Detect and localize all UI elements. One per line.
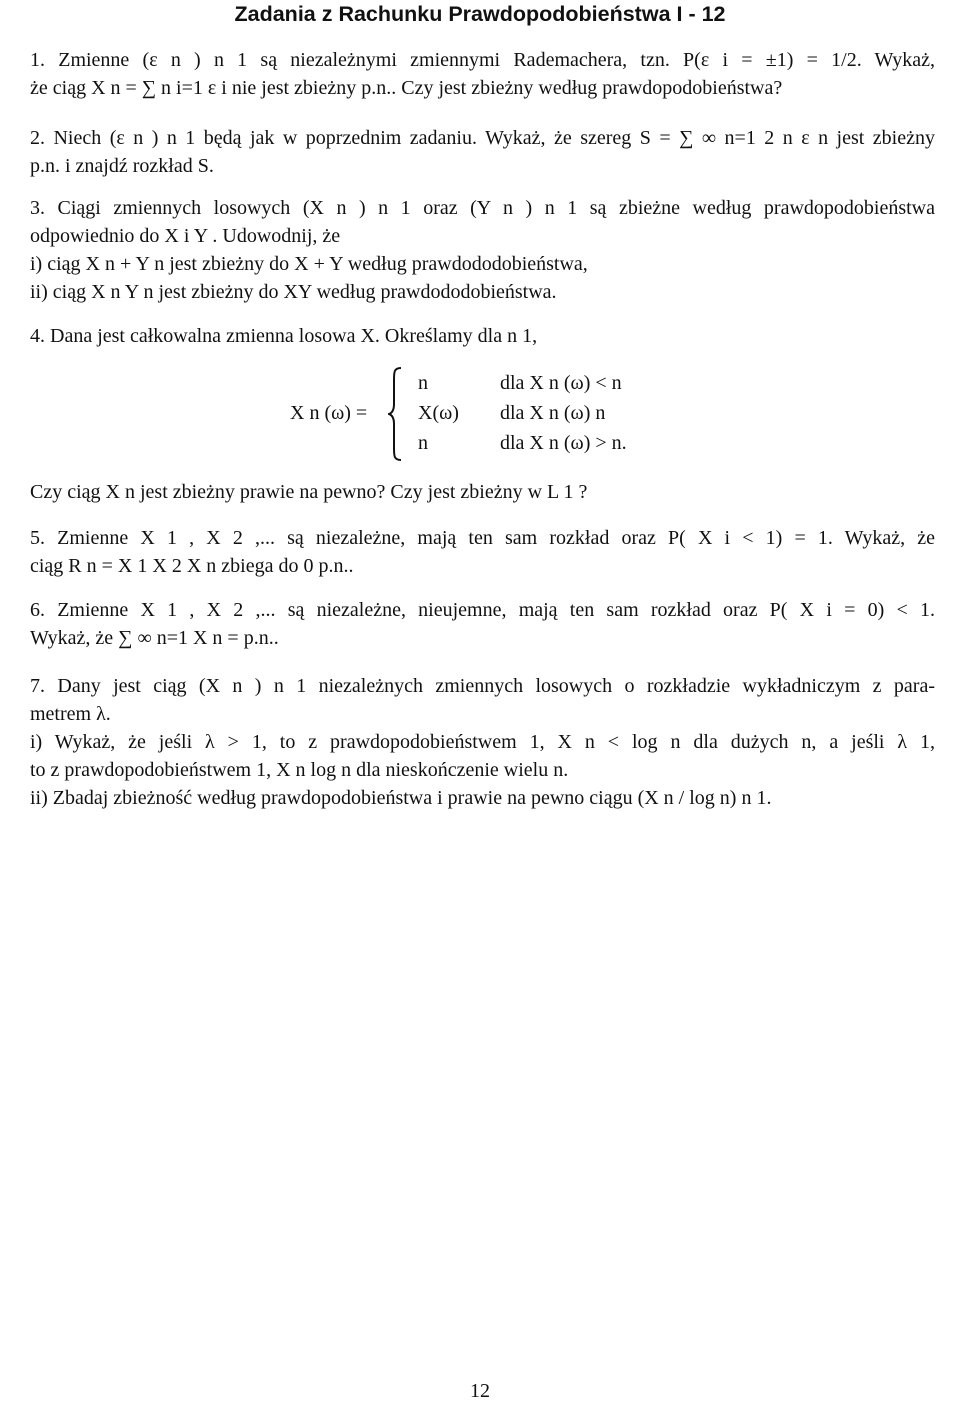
text-line: ii) Zbadaj zbieżność według prawdopodobieństwa i prawie na pewno ciągu (X n / log n) n 1.	[30, 787, 772, 809]
text-line: Czy ciąg X n jest zbieżny prawie na pewno? Czy jest zbieżny w L 1 ?	[30, 481, 588, 503]
text-line: Wykaż, że ∑ ∞ n=1 X n = p.n..	[30, 627, 279, 649]
page-number: 12	[470, 1380, 490, 1402]
text-line: 3. Ciągi zmiennych losowych (X n ) n 1 oraz (Y n ) n 1 są zbieżne według prawdopodobieństwa	[30, 197, 935, 219]
case-value: n	[418, 372, 428, 394]
case-condition: dla X n (ω) > n.	[500, 432, 627, 454]
case-condition: dla X n (ω) < n	[500, 372, 622, 394]
text-line: metrem λ.	[30, 703, 111, 725]
text-line: p.n. i znajdź rozkład S.	[30, 155, 214, 177]
text-line: 4. Dana jest całkowalna zmienna losowa X. Określamy dla n 1,	[30, 325, 538, 347]
text-line: i) ciąg X n + Y n jest zbieżny do X + Y według prawdododobieństwa,	[30, 253, 588, 275]
cases-lhs: X n (ω) =	[290, 402, 368, 424]
text-line: ii) ciąg X n Y n jest zbieżny do XY według prawdododobieństwa.	[30, 281, 557, 303]
text-line: 5. Zmienne X 1 , X 2 ,... są niezależne, mają ten sam rozkład oraz P( X i < 1) = 1. Wykaż, że	[30, 527, 935, 549]
text-line: 1. Zmienne (ε n ) n 1 są niezależnymi zmiennymi Rademachera, tzn. P(ε i = ±1) = 1/2. Wykaż,	[30, 49, 935, 71]
case-condition: dla X n (ω) n	[500, 402, 606, 424]
text-line: ciąg R n = X 1 X 2 X n zbiega do 0 p.n..	[30, 555, 354, 577]
text-line: 6. Zmienne X 1 , X 2 ,... są niezależne, nieujemne, mają ten sam rozkład oraz P( X i = 0) < 1.	[30, 599, 935, 621]
piecewise-definition	[290, 368, 710, 458]
page-title: Zadania z Rachunku Prawdopodobieństwa I - 12	[234, 2, 726, 26]
case-value: X(ω)	[418, 402, 459, 424]
text-line: że ciąg X n = ∑ n i=1 ε i nie jest zbieżny p.n.. Czy jest zbieżny według prawdopodobieństwa?	[30, 77, 783, 99]
text-line: 7. Dany jest ciąg (X n ) n 1 niezależnych zmiennych losowych o rozkładzie wykładniczym z para-	[30, 675, 935, 697]
text-line: 2. Niech (ε n ) n 1 będą jak w poprzednim zadaniu. Wykaż, że szereg S = ∑ ∞ n=1 2 n ε n jest zbieżny	[30, 127, 935, 149]
case-value: n	[418, 432, 428, 454]
text-line: odpowiednio do X i Y . Udowodnij, że	[30, 225, 341, 247]
left-brace-icon	[388, 366, 402, 462]
text-line: to z prawdopodobieństwem 1, X n log n dla nieskończenie wielu n.	[30, 759, 569, 781]
text-line: i) Wykaż, że jeśli λ > 1, to z prawdopodobieństwem 1, X n < log n dla dużych n, a jeśli λ 1,	[30, 731, 936, 753]
